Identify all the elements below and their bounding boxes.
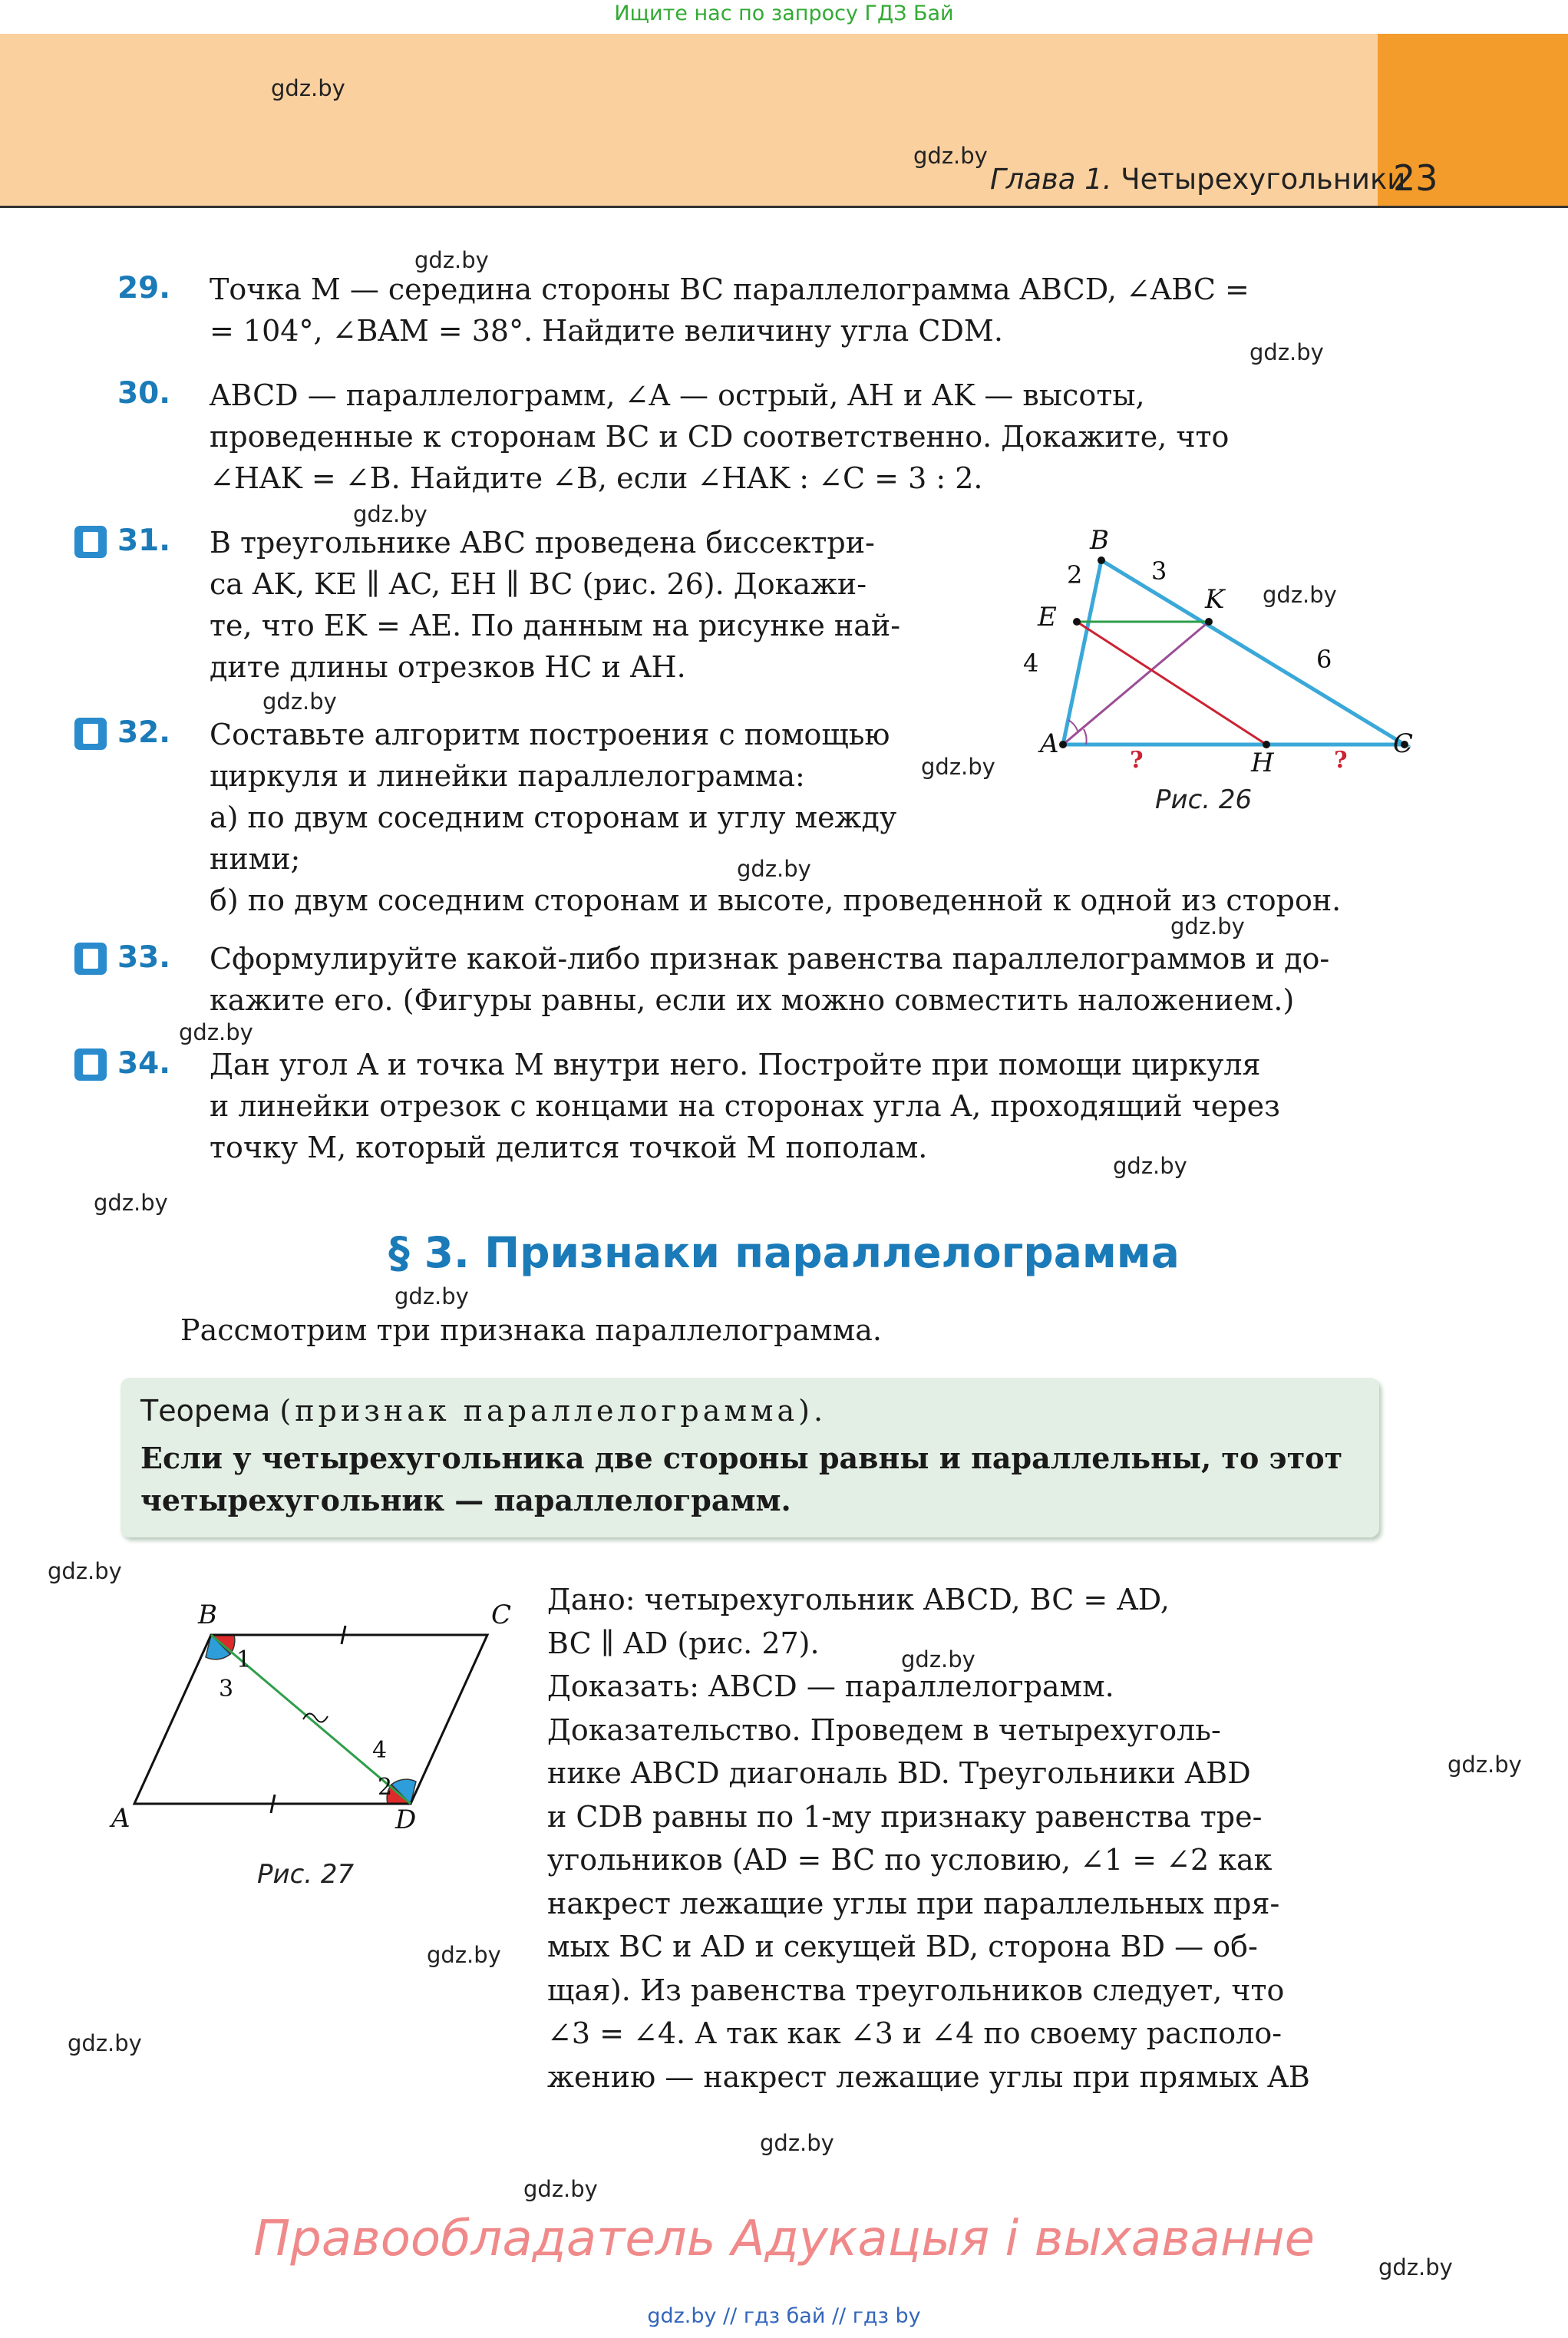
angle-4-label: 4 bbox=[372, 1737, 388, 1764]
problem-number: 29. bbox=[117, 271, 171, 305]
theorem-statement: Если у четырехугольника две стороны равны и параллельны, то этот четырехугольник — параллелограмм. bbox=[140, 1441, 1343, 1517]
watermark[interactable]: gdz.by bbox=[523, 2176, 598, 2202]
watermark[interactable]: gdz.by bbox=[427, 1942, 501, 1968]
watermark[interactable]: gdz.by bbox=[760, 2130, 834, 2156]
task-icon bbox=[74, 526, 107, 558]
watermark[interactable]: gdz.by bbox=[353, 501, 427, 527]
proof-text: Дано: четырехугольник ABCD, BC = AD, BC ∥ AD (рис. 27). Доказать: ABCD — параллелограмм. Доказательство. Проведем в четырехуголь- нике ABCD диагональ BD. Треугольники ABD и CDB равны по 1-му признаку равенства тре- угольников (AD = BC по условию, ∠1 = ∠2 как накрест лежащие углы при параллельных пря- мых BC и AD и секущей BD, сторона BD — об- щая). Из равенства треугольников следует, что ∠3 = ∠4. А так как ∠3 и ∠4 по своему располо- жению — накрест лежащие углы при прямых AB bbox=[547, 1583, 1310, 2094]
label-b: B bbox=[198, 1600, 217, 1630]
length-kc: 6 bbox=[1316, 645, 1332, 674]
segment-eh bbox=[1077, 622, 1266, 745]
watermark[interactable]: gdz.by bbox=[414, 247, 489, 273]
watermark[interactable]: gdz.by bbox=[913, 143, 988, 169]
unknown-ah: ? bbox=[1130, 747, 1144, 774]
figure-26-caption: Рис. 26 bbox=[1155, 784, 1253, 815]
angle-arc-a2 bbox=[1068, 720, 1078, 731]
task-icon bbox=[74, 943, 107, 975]
label-h: H bbox=[1251, 748, 1274, 778]
label-b: B bbox=[1090, 525, 1109, 556]
angle-2-label: 2 bbox=[378, 1774, 393, 1801]
length-be: 2 bbox=[1067, 560, 1083, 589]
point-b bbox=[1098, 556, 1105, 564]
watermark[interactable]: gdz.by bbox=[271, 75, 345, 101]
length-bk: 3 bbox=[1151, 556, 1167, 586]
problem-34-text: Дан угол A и точка M внутри него. Постройте при помощи циркуля и линейки отрезок с концами на сторонах угла A, проходящий через точку M, который делится точкой M пополам. bbox=[210, 1048, 1280, 1164]
figure-26 bbox=[998, 522, 1428, 783]
problem-number: 34. bbox=[117, 1046, 171, 1081]
watermark[interactable]: gdz.by bbox=[737, 856, 811, 882]
label-e: E bbox=[1038, 602, 1057, 632]
problem-31-text: В треугольнике ABC проведена биссектри- са AK, KE ∥ AC, EH ∥ BC (рис. 26). Докажи- те, что EK = AE. По данным на рисунке най- дите длины отрезков HC и AH. bbox=[210, 526, 901, 684]
watermark[interactable]: gdz.by bbox=[1378, 2254, 1453, 2280]
problem-number: 33. bbox=[117, 940, 171, 975]
problem-30-text: ABCD — параллелограмм, ∠A — острый, AH и AK — высоты, проведенные к сторонам BC и CD соответственно. Докажите, что ∠HAK = ∠B. Найдите ∠B, если ∠HAK : ∠C = 3 : 2. bbox=[210, 378, 1230, 495]
label-c: C bbox=[1393, 728, 1414, 759]
point-a bbox=[1059, 741, 1067, 748]
task-icon bbox=[74, 1048, 107, 1081]
watermark[interactable]: gdz.by bbox=[1113, 1153, 1187, 1179]
footer-links[interactable]: gdz.by // гдз бай // гдз by bbox=[647, 2304, 921, 2328]
label-k: K bbox=[1205, 584, 1225, 615]
watermark[interactable]: gdz.by bbox=[901, 1646, 975, 1673]
copyright-watermark: Правообладатель Адукацыя і выхаванне bbox=[253, 2211, 1315, 2267]
unknown-hc: ? bbox=[1334, 747, 1348, 774]
watermark[interactable]: gdz.by bbox=[394, 1283, 469, 1309]
header-rule bbox=[0, 206, 1568, 208]
triangle-abc bbox=[1063, 560, 1405, 745]
watermark[interactable]: gdz.by bbox=[94, 1190, 168, 1216]
figure-27-caption: Рис. 27 bbox=[257, 1859, 355, 1890]
watermark[interactable]: gdz.by bbox=[179, 1019, 253, 1045]
section-intro: Рассмотрим три признака параллелограмма. bbox=[180, 1313, 882, 1347]
label-c: C bbox=[491, 1600, 512, 1630]
watermark[interactable]: gdz.by bbox=[1249, 339, 1324, 365]
common-side-mark bbox=[303, 1713, 328, 1722]
problem-32-text: Составьте алгоритм построения с помощью циркуля и линейки параллелограмма: а) по двум соседним сторонам и углу между ними; б) по двум соседним сторонам и высоте, проведенной к одной из сторон. bbox=[210, 718, 1342, 917]
watermark[interactable]: gdz.by bbox=[68, 2030, 142, 2056]
angle-arc-a1 bbox=[1084, 729, 1087, 745]
watermark[interactable]: gdz.by bbox=[1448, 1752, 1522, 1778]
problem-29-text: Точка M — середина стороны BC параллелограмма ABCD, ∠ABC = = 104°, ∠BAM = 38°. Найдите величину угла CDM. bbox=[210, 272, 1249, 348]
angle-1-label: 1 bbox=[236, 1646, 252, 1673]
label-d: D bbox=[395, 1805, 417, 1835]
watermark[interactable]: gdz.by bbox=[1170, 913, 1245, 939]
label-a: A bbox=[111, 1803, 130, 1834]
problem-number: 31. bbox=[117, 523, 171, 558]
length-ae: 4 bbox=[1023, 649, 1039, 678]
problem-number: 30. bbox=[117, 376, 171, 411]
point-e bbox=[1073, 618, 1081, 626]
watermark[interactable]: gdz.by bbox=[262, 689, 337, 715]
task-icon bbox=[74, 718, 107, 750]
label-a: A bbox=[1040, 728, 1059, 759]
watermark[interactable]: gdz.by bbox=[1263, 582, 1337, 608]
watermark[interactable]: gdz.by bbox=[921, 754, 995, 780]
problem-33-text: Сформулируйте какой-либо признак равенства параллелограммов и до- кажите его. (Фигуры равны, если их можно совместить наложением.) bbox=[210, 942, 1330, 1017]
top-search-note: Ищите нас по запросу ГДЗ Бай bbox=[614, 2, 954, 25]
theorem-heading: Теорема (признак параллелограмма). bbox=[140, 1394, 827, 1428]
page-number: 23 bbox=[1393, 157, 1438, 199]
figure-27 bbox=[92, 1589, 522, 1842]
point-k bbox=[1205, 618, 1213, 626]
angle-3-label: 3 bbox=[219, 1676, 234, 1702]
problem-number: 32. bbox=[117, 715, 171, 750]
section-title: § 3. Признаки параллелограмма bbox=[388, 1228, 1180, 1277]
watermark[interactable]: gdz.by bbox=[48, 1558, 122, 1584]
chapter-title: Глава 1. Четырехугольники bbox=[990, 163, 1406, 196]
